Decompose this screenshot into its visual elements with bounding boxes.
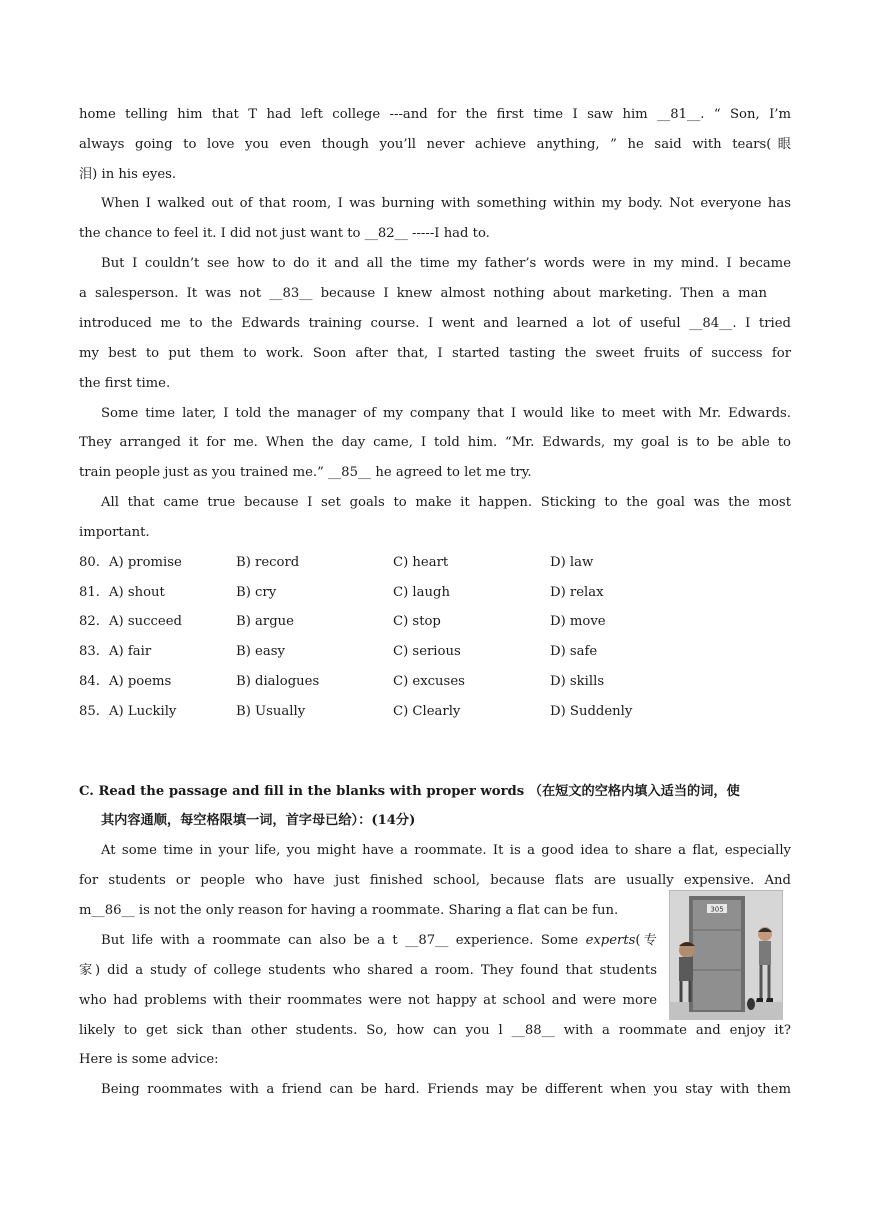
passage-c-line-4-pre: But life with a roommate can also be a t __87__ experience. Some xyxy=(101,933,586,948)
option-a: A) promise xyxy=(109,555,182,570)
option-d: D) Suddenly xyxy=(550,704,633,719)
option-c: C) Clearly xyxy=(393,704,461,719)
option-d: D) skills xyxy=(550,674,605,689)
option-d: D) relax xyxy=(550,585,604,600)
door-number: 305 xyxy=(710,905,724,914)
section-c-heading: C. Read the passage and fill in the blanks with proper words （在短文的空格内填入适当的词，使 xyxy=(79,784,740,799)
question-number: 85. xyxy=(79,704,100,719)
question-number: 84. xyxy=(79,674,100,689)
question-number: 82. xyxy=(79,614,100,629)
passage-c-line-4-post: (专 xyxy=(635,933,657,948)
passage-b-line-14: All that came true because I set goals to make it happen. Sticking to the goal was the most xyxy=(101,495,791,510)
passage-c-line-7: likely to get sick than other students. So, how can you l __88__ with a roommate and enjoy it? xyxy=(79,1023,791,1038)
passage-c-line-5: 家) did a study of college students who shared a room. They found that students xyxy=(79,963,657,978)
option-c: C) stop xyxy=(393,614,441,629)
section-c-heading-cont: 其内容通顺，每空格限填一词，首字母已给）：(14分) xyxy=(101,813,416,828)
passage-b-line-11: Some time later, I told the manager of my company that I would like to meet with Mr. Edwards. xyxy=(101,406,791,421)
option-a: A) Luckily xyxy=(109,704,177,719)
option-a: A) shout xyxy=(109,585,165,600)
passage-b-line-9: my best to put them to work. Soon after that, I started tasting the sweet fruits of success for xyxy=(79,346,791,361)
option-d: D) safe xyxy=(550,644,598,659)
passage-b-line-3: 泪) in his eyes. xyxy=(79,167,177,182)
option-a: A) poems xyxy=(109,674,172,689)
passage-b-line-6: But I couldn’t see how to do it and all the time my father’s words were in my mind. I became xyxy=(101,256,791,271)
option-a: A) succeed xyxy=(109,614,182,629)
question-number: 81. xyxy=(79,585,100,600)
option-b: B) argue xyxy=(236,614,294,629)
passage-b-line-13: train people just as you trained me.” __85__ he agreed to let me try. xyxy=(79,465,532,480)
passage-c-line-9: Being roommates with a friend can be hard. Friends may be different when you stay with them xyxy=(101,1082,791,1097)
passage-c-line-8: Here is some advice: xyxy=(79,1052,219,1067)
passage-c-line-3: m__86__ is not the only reason for having a roommate. Sharing a flat can be fun. xyxy=(79,903,619,918)
option-c: C) serious xyxy=(393,644,461,659)
option-d: D) move xyxy=(550,614,606,629)
passage-c-line-1: At some time in your life, you might have a roommate. It is a good idea to share a flat, especially xyxy=(101,843,791,858)
option-b: B) record xyxy=(236,555,300,570)
passage-b-line-4: When I walked out of that room, I was burning with something within my body. Not everyone has xyxy=(101,196,791,211)
passage-b-line-10: the first time. xyxy=(79,376,171,391)
passage-b-line-5: the chance to feel it. I did not just want to __82__ -----I had to. xyxy=(79,226,490,241)
option-d: D) law xyxy=(550,555,594,570)
passage-b-line-1: home telling him that T had left college ---and for the first time I saw him __81__. “ Son, I’m xyxy=(79,107,791,122)
passage-c-line-4 xyxy=(79,926,657,956)
glossed-word: experts xyxy=(585,933,636,948)
option-b: B) easy xyxy=(236,644,285,659)
passage-b-line-7: a salesperson. It was not __83__ because I knew almost nothing about marketing. Then a man xyxy=(79,286,767,301)
option-a: A) fair xyxy=(109,644,152,659)
option-c: C) heart xyxy=(393,555,449,570)
option-b: B) cry xyxy=(236,585,277,600)
passage-b-line-15: important. xyxy=(79,525,150,540)
option-c: C) excuses xyxy=(393,674,465,689)
option-b: B) Usually xyxy=(236,704,306,719)
passage-b-line-2: always going to love you even though you’ll never achieve anything, ” he said with tears(眼 xyxy=(79,137,791,152)
roommates-door-illustration xyxy=(669,890,783,1020)
passage-b-line-8: introduced me to the Edwards training course. I went and learned a lot of useful __84__. I tried xyxy=(79,316,791,331)
passage-c-line-2: for students or people who have just finished school, because flats are usually expensive. And xyxy=(79,873,791,888)
option-c: C) laugh xyxy=(393,585,450,600)
passage-c-line-6: who had problems with their roommates were not happy at school and were more xyxy=(79,993,657,1008)
passage-b-line-12: They arranged it for me. When the day came, I told him. “Mr. Edwards, my goal is to be able to xyxy=(79,435,791,450)
question-number: 80. xyxy=(79,555,100,570)
option-b: B) dialogues xyxy=(236,674,320,689)
question-number: 83. xyxy=(79,644,100,659)
